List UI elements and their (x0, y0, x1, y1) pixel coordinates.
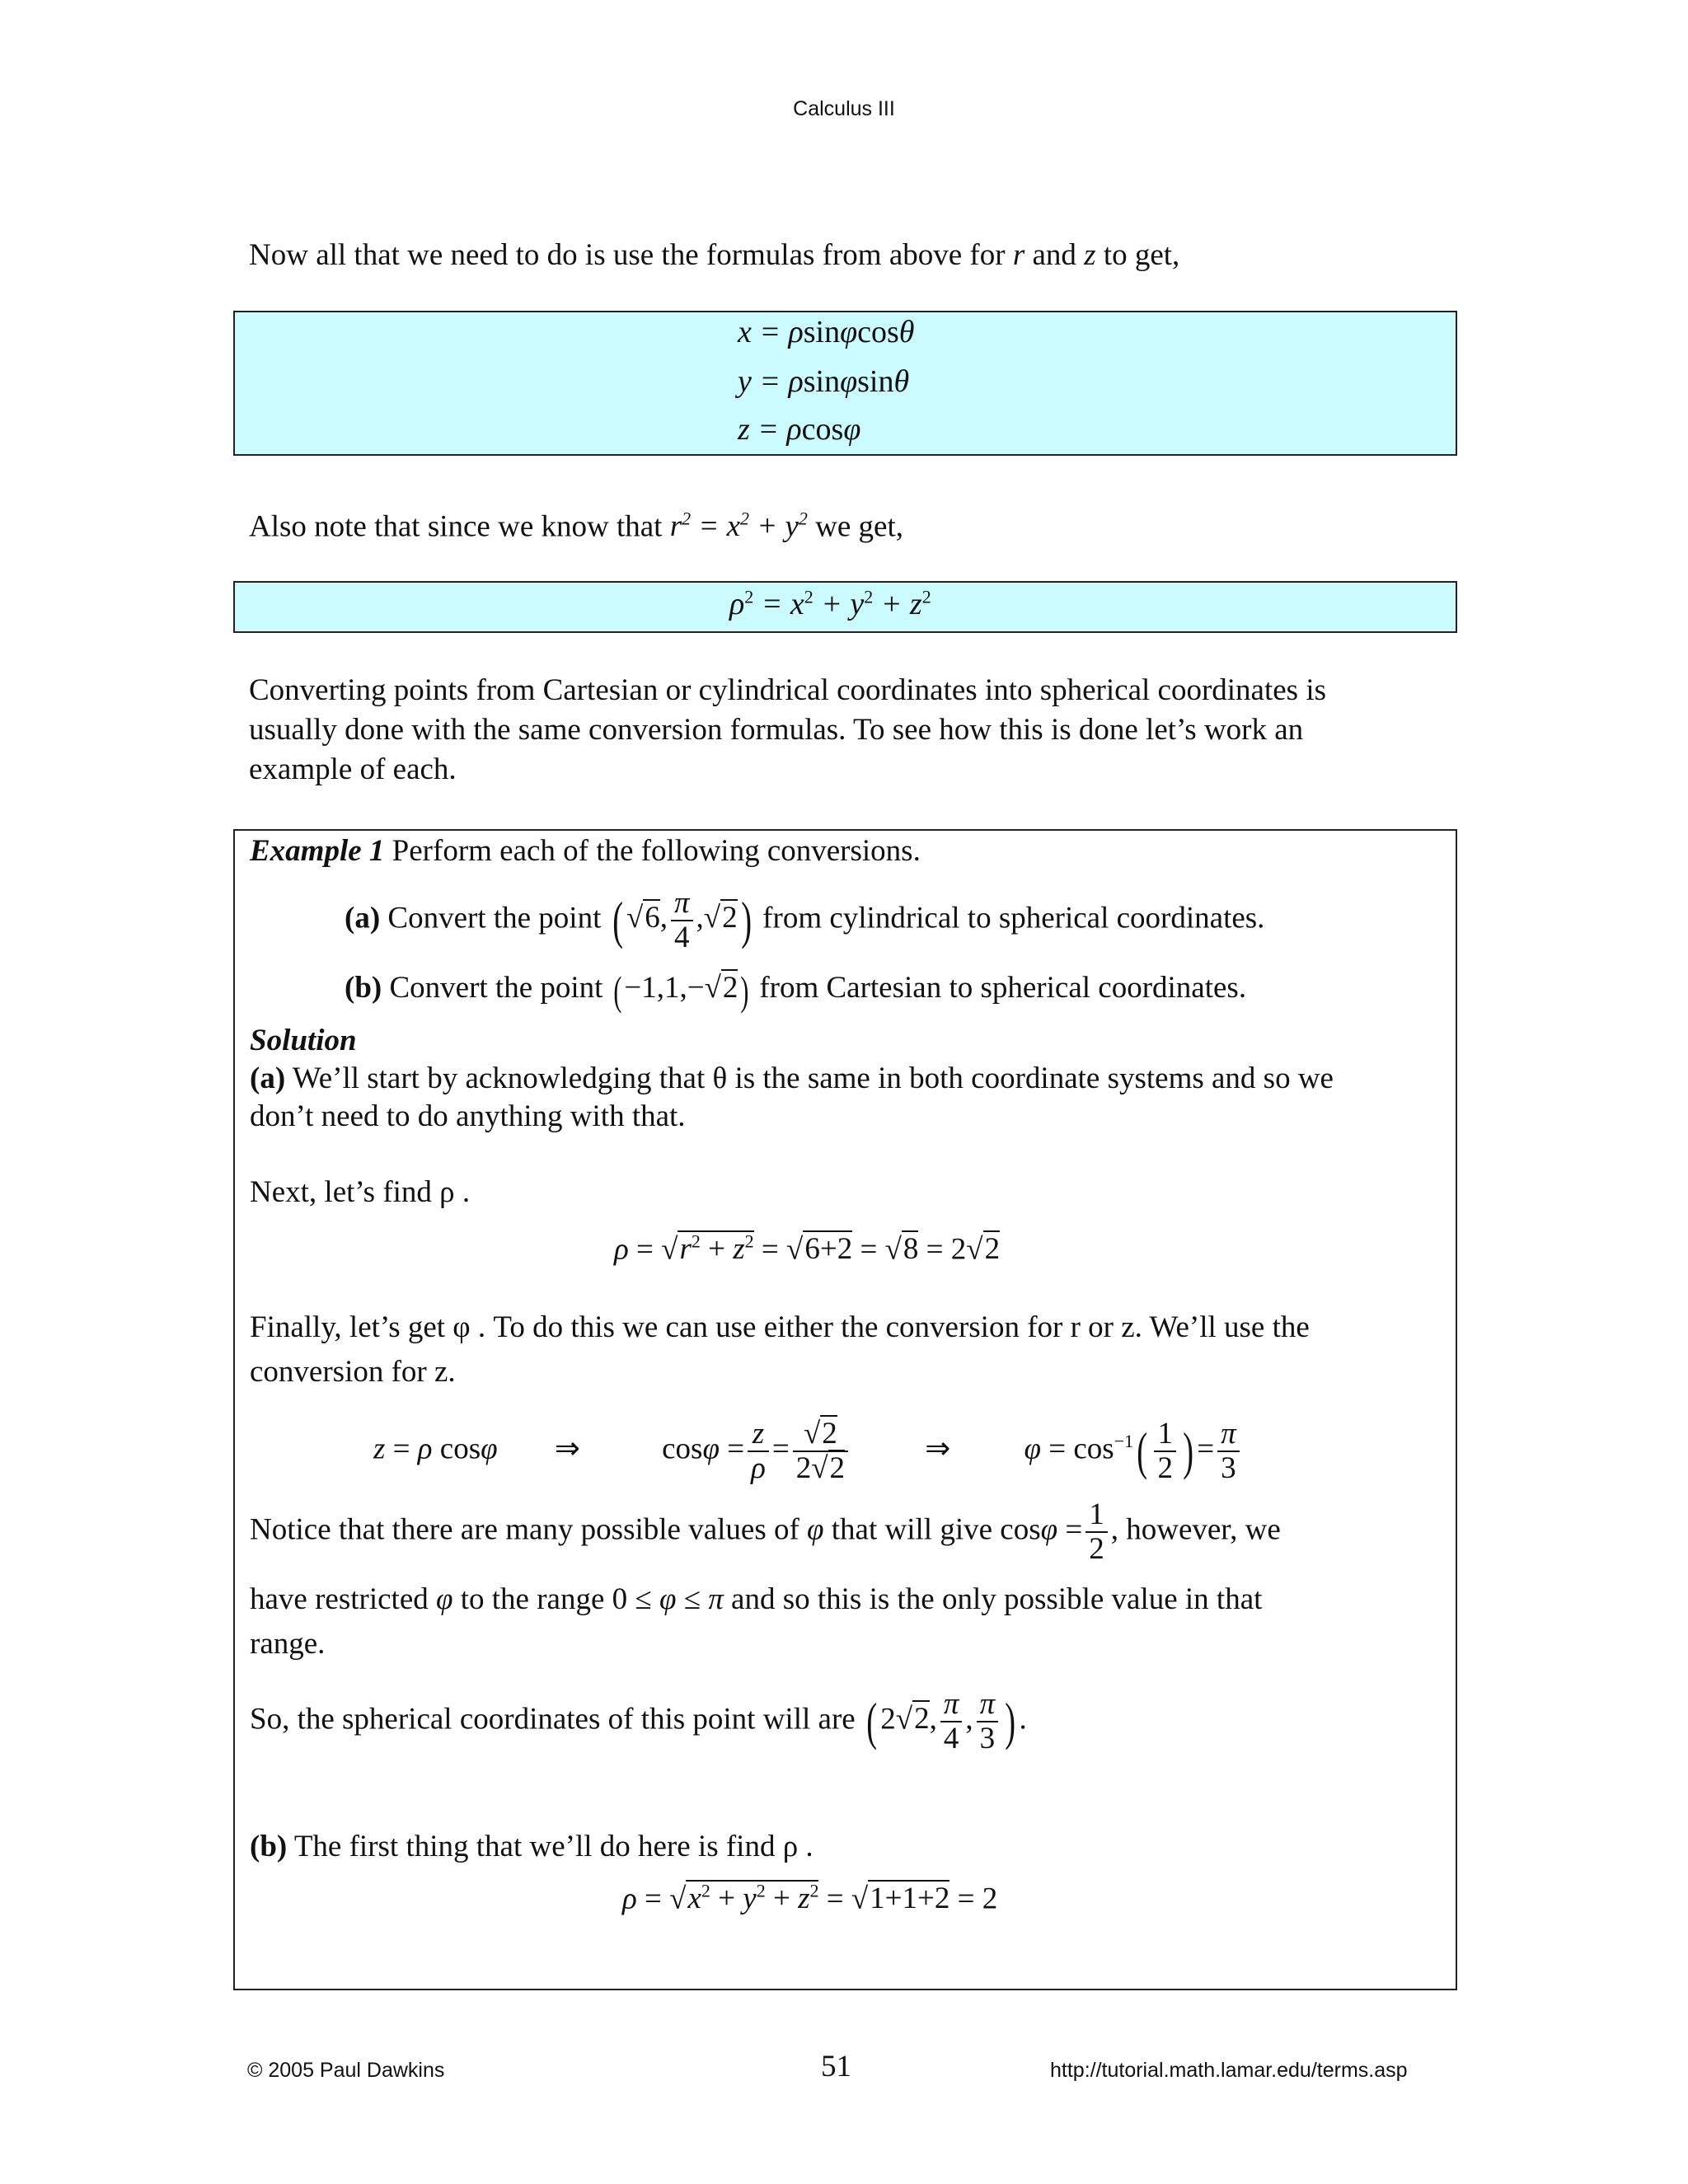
footer-url[interactable]: http://tutorial.math.lamar.edu/terms.asp (1050, 2059, 1408, 2082)
solution-b: (b) The first thing that we’ll do here is find ρ . (250, 1830, 814, 1863)
formula-y: y = ρsinφsinθ (738, 364, 910, 399)
solution-heading: Solution (250, 1024, 357, 1057)
example-box (233, 829, 1457, 1990)
notice-line3: range. (250, 1627, 326, 1661)
intro-paragraph: Now all that we need to do is use the formulas from above for r and z to get, (249, 238, 1180, 272)
rho-equation: $\rho = √r^2 + z^2 = √6+2 = √8 = 2√2$ (614, 1231, 1001, 1267)
spherical-result: So, the spherical coordinates of this point will are ( 2√2, $\frac{\pi}{4}$ , $\frac{\pi}{3}$ ) . (250, 1687, 1027, 1755)
formula-rho-squared: $\rho^2 = x^2 + y^2 + z^2$ (729, 586, 931, 621)
converting-paragraph: Converting points from Cartesian or cylindrical coordinates into spherical coordinates is usually done with the same conversion formulas. To see how this is done let’s work an example of each. (249, 673, 1326, 786)
solution-a-line1: (a) We’ll start by acknowledging that θ is the same in both coordinate systems and so we (250, 1062, 1334, 1095)
footer-copyright: © 2005 Paul Dawkins (247, 2059, 445, 2082)
formula-x: x = ρsinφcosθ (738, 315, 915, 349)
page-number: 51 (821, 2050, 851, 2083)
finally-line1: Finally, let’s get φ . To do this we can use either the conversion for r or z. We’ll use the (250, 1310, 1310, 1344)
next-find-rho: Next, let’s find ρ . (250, 1175, 471, 1209)
example-part-a: (a) Convert the point ( √6, $\frac{\pi}{4}$ ,√2) from cylindrical to spherical coordinates. (345, 886, 1265, 954)
rho-b-equation: $\rho = √x^2 + y^2 + z^2 = √1+1+2 = 2$ (622, 1881, 998, 1916)
running-header: Calculus III (793, 97, 895, 120)
finally-line2: conversion for z. (250, 1355, 456, 1389)
formula-box-rho (233, 581, 1457, 633)
conversion-equation: z = ρ cosφ ⇒ cosφ = $\frac{z}{\rho}$ = $\frac{√2}{2√2}$ ⇒ $\varphi = \cos^{-1}$( $\frac{1}{2}$ ) = $\frac{\pi}{3}$ (373, 1418, 1243, 1485)
solution-a-line2: don’t need to do anything with that. (250, 1099, 686, 1133)
note-paragraph: Also note that since we know that $r^2 = x^2 + y^2$ we get, (249, 509, 903, 544)
formula-box-cartesian (233, 311, 1457, 456)
notice-line2: have restricted φ to the range 0 ≤ φ ≤ π and so this is the only possible value in that (250, 1582, 1263, 1616)
example-part-b: (b) Convert the point (−1,1,−√2) from Cartesian to spherical coordinates. (345, 967, 1247, 1014)
notice-line1: Notice that there are many possible values of φ that will give cosφ = $\frac{1}{2}$ , however, we (250, 1497, 1281, 1566)
example-heading: Example 1 Perform each of the following conversions. (250, 834, 921, 868)
formula-z: z = ρcosφ (738, 412, 861, 447)
